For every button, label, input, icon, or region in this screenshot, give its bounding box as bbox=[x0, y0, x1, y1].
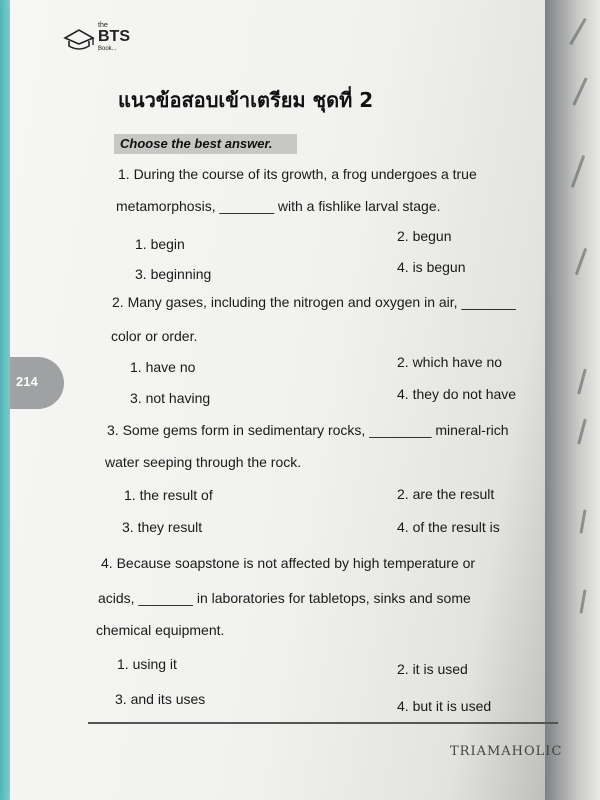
question-4-option-2[interactable]: 2. it is used bbox=[397, 661, 468, 677]
question-2-option-4[interactable]: 4. they do not have bbox=[397, 386, 517, 402]
question-4-line-1: 4. Because soapstone is not affected by high temperature or bbox=[101, 555, 476, 571]
question-1-option-3[interactable]: 3. beginning bbox=[135, 266, 212, 282]
question-1-line-2: metamorphosis, _______ with a fishlike larval stage. bbox=[116, 198, 441, 214]
facing-page bbox=[545, 0, 600, 800]
question-1-option-4[interactable]: 4. is begun bbox=[397, 259, 466, 275]
question-3-option-2[interactable]: 2. are the result bbox=[397, 486, 495, 502]
footer-brand: TRIAMAHOLIC bbox=[450, 744, 563, 759]
question-4-line-3: chemical equipment. bbox=[96, 622, 225, 638]
footer-divider bbox=[88, 722, 558, 724]
question-3-line-1: 3. Some gems form in sedimentary rocks, ________ mineral-rich bbox=[107, 422, 509, 438]
bts-logo bbox=[62, 22, 130, 52]
question-3-option-3[interactable]: 3. they result bbox=[122, 519, 203, 535]
graduation-cap-book-icon bbox=[62, 26, 96, 52]
question-1-line-1: 1. During the course of its growth, a frog undergoes a true bbox=[118, 166, 477, 182]
question-2-option-1[interactable]: 1. have no bbox=[130, 359, 196, 375]
instruction-label: Choose the best answer. bbox=[114, 134, 297, 154]
question-1-option-2[interactable]: 2. begun bbox=[397, 228, 452, 244]
question-1-option-1[interactable]: 1. begin bbox=[135, 236, 185, 252]
page-number: 214 bbox=[16, 374, 38, 389]
question-4-option-1[interactable]: 1. using it bbox=[117, 656, 177, 672]
question-2-option-2[interactable]: 2. which have no bbox=[397, 354, 503, 370]
logo-the: the bbox=[98, 22, 108, 29]
page-title: แนวข้อสอบเข้าเตรียม ชุดที่ 2 bbox=[118, 88, 374, 112]
question-3-option-4[interactable]: 4. of the result is bbox=[397, 519, 500, 535]
question-4-option-4[interactable]: 4. but it is used bbox=[397, 698, 492, 714]
question-2-option-3[interactable]: 3. not having bbox=[130, 390, 211, 406]
logo-book: Book... bbox=[98, 46, 117, 52]
question-4-option-3[interactable]: 3. and its uses bbox=[115, 691, 206, 707]
question-3-option-1[interactable]: 1. the result of bbox=[124, 487, 213, 503]
question-4-line-2: acids, _______ in laboratories for tabletops, sinks and some bbox=[98, 590, 471, 606]
question-2-line-2: color or order. bbox=[111, 328, 198, 344]
question-3-line-2: water seeping through the rock. bbox=[105, 454, 302, 470]
question-2-line-1: 2. Many gases, including the nitrogen and oxygen in air, _______ bbox=[112, 294, 516, 310]
logo-brand: BTS bbox=[98, 28, 130, 45]
